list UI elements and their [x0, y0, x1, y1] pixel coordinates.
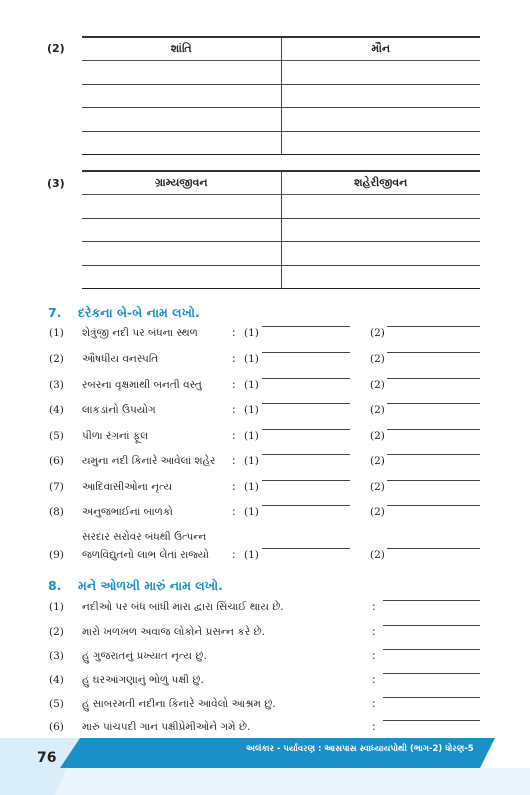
blank-2-label: (2) [370, 327, 385, 339]
answer-cell[interactable] [281, 108, 480, 132]
table-row [82, 218, 480, 242]
answer-cell[interactable] [281, 265, 480, 289]
item-colon: : [372, 650, 376, 662]
item-number: (2) [49, 626, 64, 638]
table-2-header-silence: મૌન [281, 37, 480, 61]
blank-2-label: (2) [370, 549, 385, 561]
item-number: (3) [49, 379, 64, 391]
answer-cell[interactable] [82, 84, 281, 108]
section-7-heading [48, 305, 200, 321]
item-text: જળવિદ્યુતનો લાભ લેતાં રાજ્યો [82, 549, 210, 561]
list-item [0, 531, 530, 566]
table-2-header-peace: શાંતિ [82, 37, 281, 61]
answer-cell[interactable] [82, 195, 281, 219]
item-colon: : [232, 327, 236, 339]
blank-2-label: (2) [370, 506, 385, 518]
answer-blank-1[interactable] [262, 505, 350, 506]
answer-blank-2[interactable] [387, 429, 480, 430]
answer-cell[interactable] [82, 265, 281, 289]
list-item [0, 454, 530, 472]
table-3-header-city-life: શહેરીજીવન [281, 171, 480, 195]
item-colon: : [232, 379, 236, 391]
item-number: (9) [49, 549, 64, 561]
list-item [0, 697, 530, 715]
table-row [82, 242, 480, 266]
item-text: શેત્રુંજી નદી પર બંધના સ્થળ [82, 327, 198, 339]
blank-1-label: (1) [244, 353, 259, 365]
answer-cell[interactable] [281, 242, 480, 266]
answer-blank[interactable] [383, 673, 480, 674]
blank-2-label: (2) [370, 481, 385, 493]
item-number: (5) [49, 430, 64, 442]
list-item [0, 673, 530, 691]
section-7-number: 7. [48, 305, 62, 320]
blank-1-label: (1) [244, 379, 259, 391]
answer-cell[interactable] [82, 61, 281, 85]
item-colon: : [232, 506, 236, 518]
item-number: (2) [49, 353, 64, 365]
page-footer [0, 738, 530, 795]
answer-cell[interactable] [281, 195, 480, 219]
answer-blank-1[interactable] [262, 378, 350, 379]
page-number: 76 [37, 750, 57, 766]
item-text: નદીઓ પર બંધ બાંધી મારા દ્વારા સિંચાઈ થાય છે. [82, 601, 284, 613]
answer-blank[interactable] [383, 649, 480, 650]
blank-2-label: (2) [370, 353, 385, 365]
list-item [0, 403, 530, 421]
item-number: (6) [49, 721, 64, 733]
section-7-title: દરેકના બે-બે નામ લખો. [78, 305, 200, 320]
answer-blank-1[interactable] [262, 429, 350, 430]
blank-1-label: (1) [244, 506, 259, 518]
item-text: હું ગુજરાતનું પ્રખ્યાત નૃત્ય છું. [82, 650, 207, 662]
item-number: (4) [49, 404, 64, 416]
list-item [0, 378, 530, 396]
answer-cell[interactable] [281, 84, 480, 108]
list-item [0, 649, 530, 667]
answer-blank[interactable] [383, 625, 480, 626]
answer-cell[interactable] [82, 218, 281, 242]
table-3-header-village-life: ગ્રામ્યજીવન [82, 171, 281, 195]
answer-cell[interactable] [82, 131, 281, 155]
table-2 [82, 36, 480, 155]
answer-cell[interactable] [82, 108, 281, 132]
item-number: (4) [49, 674, 64, 686]
answer-cell[interactable] [82, 242, 281, 266]
item-colon: : [232, 481, 236, 493]
answer-blank-2[interactable] [387, 352, 480, 353]
list-item [0, 625, 530, 643]
table-row [82, 61, 480, 85]
answer-blank-1[interactable] [262, 454, 350, 455]
blank-1-label: (1) [244, 549, 259, 561]
item-colon: : [372, 698, 376, 710]
answer-cell[interactable] [281, 218, 480, 242]
list-item [0, 326, 530, 344]
table-3 [82, 170, 480, 289]
answer-cell[interactable] [281, 61, 480, 85]
item-number: (5) [49, 698, 64, 710]
answer-blank-2[interactable] [387, 403, 480, 404]
list-item [0, 505, 530, 523]
answer-blank-2[interactable] [387, 480, 480, 481]
answer-blank-2[interactable] [387, 378, 480, 379]
blank-1-label: (1) [244, 404, 259, 416]
answer-blank[interactable] [383, 720, 480, 721]
blank-2-label: (2) [370, 379, 385, 391]
blank-1-label: (1) [244, 327, 259, 339]
blank-1-label: (1) [244, 430, 259, 442]
item-number: (7) [49, 481, 64, 493]
answer-cell[interactable] [281, 131, 480, 155]
answer-blank[interactable] [383, 697, 480, 698]
blank-1-label: (1) [244, 481, 259, 493]
item-colon: : [372, 601, 376, 613]
item-colon: : [372, 674, 376, 686]
item-colon: : [232, 404, 236, 416]
table-3-number: (3) [47, 177, 65, 190]
answer-blank-1[interactable] [262, 403, 350, 404]
blank-2-label: (2) [370, 455, 385, 467]
answer-blank-1[interactable] [262, 352, 350, 353]
item-text: મારું પાંચપદી ગાન પક્ષીપ્રેમીઓને ગમે છે. [82, 721, 251, 733]
table-row [82, 108, 480, 132]
item-text: લાકડાંનો ઉપયોગ [82, 404, 156, 416]
item-number: (3) [49, 650, 64, 662]
item-text-line-1: સરદાર સરોવર બંધથી ઉત્પન્ન [82, 531, 207, 543]
section-8-title: મને ઓળખી મારું નામ લખો. [78, 578, 223, 593]
blank-1-label: (1) [244, 455, 259, 467]
item-text: રબરના વૃક્ષમાંથી બનતી વસ્તુ [82, 379, 202, 391]
answer-blank-1[interactable] [262, 548, 350, 549]
table-row [82, 131, 480, 155]
blank-2-label: (2) [370, 404, 385, 416]
item-number: (1) [49, 601, 64, 613]
item-text: હું ઘરઆંગણાનું ભોળું પક્ષી છું. [82, 674, 204, 686]
item-number: (8) [49, 506, 64, 518]
list-item [0, 480, 530, 498]
answer-blank[interactable] [383, 600, 480, 601]
footer-book-title: અલંકાર - પર્યાવરણ : આસપાસ સ્વાધ્યાયપોથી (ભાગ-2) ધોરણ-5 [246, 744, 474, 754]
item-text: પીળા રંગનાં ફૂલ [82, 430, 149, 442]
section-8-number: 8. [48, 578, 62, 593]
item-colon: : [372, 626, 376, 638]
item-text: હું સાબરમતી નદીના કિનારે આવેલો આશ્રમ છું. [82, 698, 276, 710]
table-row [82, 84, 480, 108]
list-item [0, 352, 530, 370]
answer-blank-2[interactable] [387, 505, 480, 506]
table-2-number: (2) [47, 42, 65, 55]
item-colon: : [232, 549, 236, 561]
item-text: અનુજભાઈનાં બાળકો [82, 506, 173, 518]
list-item [0, 429, 530, 447]
item-text: મારો ખળખળ અવાજ લોકોને પ્રસન્ન કરે છે. [82, 626, 265, 638]
item-colon: : [232, 455, 236, 467]
blank-2-label: (2) [370, 430, 385, 442]
item-text: આદિવાસીઓના નૃત્ય [82, 481, 173, 493]
answer-blank-2[interactable] [387, 326, 480, 327]
answer-blank-2[interactable] [387, 454, 480, 455]
item-text: યમુના નદી કિનારે આવેલાં શહેર [82, 455, 216, 467]
item-number: (6) [49, 455, 64, 467]
item-colon: : [372, 721, 376, 733]
section-8-heading [48, 578, 223, 594]
answer-blank-2[interactable] [387, 548, 480, 549]
list-item [0, 720, 530, 738]
table-row [82, 195, 480, 219]
table-row [82, 265, 480, 289]
item-text: ઔષધીય વનસ્પતિ [82, 353, 159, 365]
item-colon: : [232, 430, 236, 442]
answer-blank-1[interactable] [262, 480, 350, 481]
list-item [0, 600, 530, 618]
item-number: (1) [49, 327, 64, 339]
answer-blank-1[interactable] [262, 326, 350, 327]
item-colon: : [232, 353, 236, 365]
